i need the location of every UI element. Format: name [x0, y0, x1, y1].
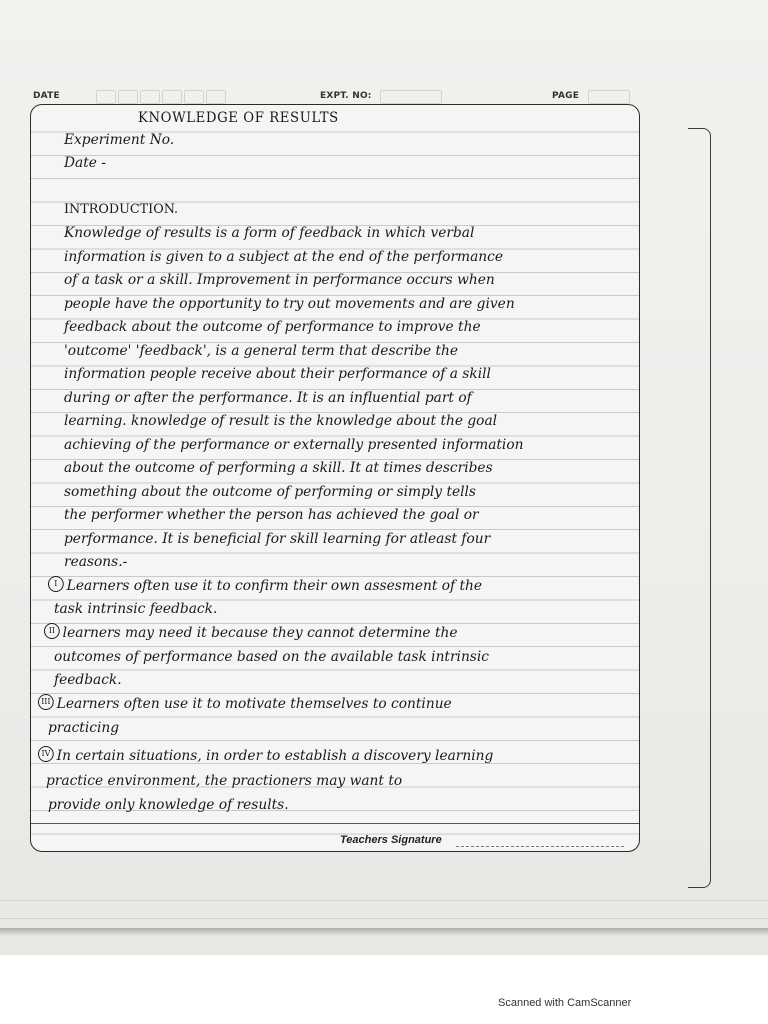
page-box [588, 90, 630, 104]
body-line: people have the opportunity to try out movements and are given [64, 296, 515, 312]
date-box [140, 90, 160, 104]
page-label: PAGE [552, 91, 580, 101]
experiment-line: Experiment No. [64, 132, 175, 148]
reason-line: practicing [48, 720, 120, 736]
reason-line: task intrinsic feedback. [54, 601, 218, 617]
body-line: the performer whether the person has achieved the goal or [64, 507, 479, 523]
page-shadow [0, 928, 768, 936]
section-heading: INTRODUCTION. [64, 202, 179, 217]
document-title: KNOWLEDGE OF RESULTS [138, 110, 339, 126]
date-box [184, 90, 204, 104]
scanner-watermark: Scanned with CamScanner [498, 997, 632, 1009]
reason-item: IV In certain situations, in order to establish a discovery learning [38, 748, 630, 764]
underlying-page-line [0, 918, 768, 919]
expt-box [380, 90, 442, 104]
reason-line: outcomes of performance based on the available task intrinsic [54, 649, 489, 665]
underlying-page-line [0, 900, 768, 901]
body-line: during or after the performance. It is an influential part of [64, 390, 472, 406]
body-line: achieving of the performance or externally presented information [64, 437, 524, 453]
reason-item: II learners may need it because they cannot determine the [44, 625, 630, 641]
reason-line: provide only knowledge of results. [48, 797, 289, 813]
date-box [162, 90, 182, 104]
date-label: DATE [33, 91, 60, 101]
expt-label: EXPT. NO: [320, 91, 372, 101]
reason-number: III [38, 694, 54, 710]
signature-rule [31, 823, 639, 824]
body-line: learning. knowledge of result is the knowledge about the goal [64, 413, 498, 429]
body-line: of a task or a skill. Improvement in performance occurs when [64, 272, 495, 288]
reason-number: IV [38, 746, 54, 762]
teachers-signature-label: Teachers Signature [340, 834, 442, 846]
reason-line: feedback. [54, 672, 122, 688]
body-line: something about the outcome of performing or simply tells [64, 484, 476, 500]
reason-number: II [44, 623, 60, 639]
body-line: about the outcome of performing a skill. It at times describes [64, 460, 493, 476]
body-line: performance. It is beneficial for skill learning for atleast four [64, 531, 491, 547]
reason-number: I [48, 576, 64, 592]
date-box [206, 90, 226, 104]
date-line: Date - [64, 155, 106, 171]
body-line: reasons.- [64, 554, 128, 570]
date-box [118, 90, 138, 104]
body-line: 'outcome' 'feedback', is a general term that describe the [64, 343, 459, 359]
page-edge [688, 128, 711, 888]
body-line: feedback about the outcome of performance to improve the [64, 319, 481, 335]
reason-item: III Learners often use it to motivate themselves to continue [38, 696, 630, 712]
body-line: information is given to a subject at the end of the performance [64, 249, 504, 265]
reason-item: I Learners often use it to confirm their own assesment of the [48, 578, 630, 594]
date-box [96, 90, 116, 104]
signature-line [456, 846, 624, 847]
body-line: Knowledge of results is a form of feedback in which verbal [64, 225, 475, 241]
body-line: information people receive about their performance of a skill [64, 366, 491, 382]
reason-line: practice environment, the practioners may want to [46, 773, 403, 789]
